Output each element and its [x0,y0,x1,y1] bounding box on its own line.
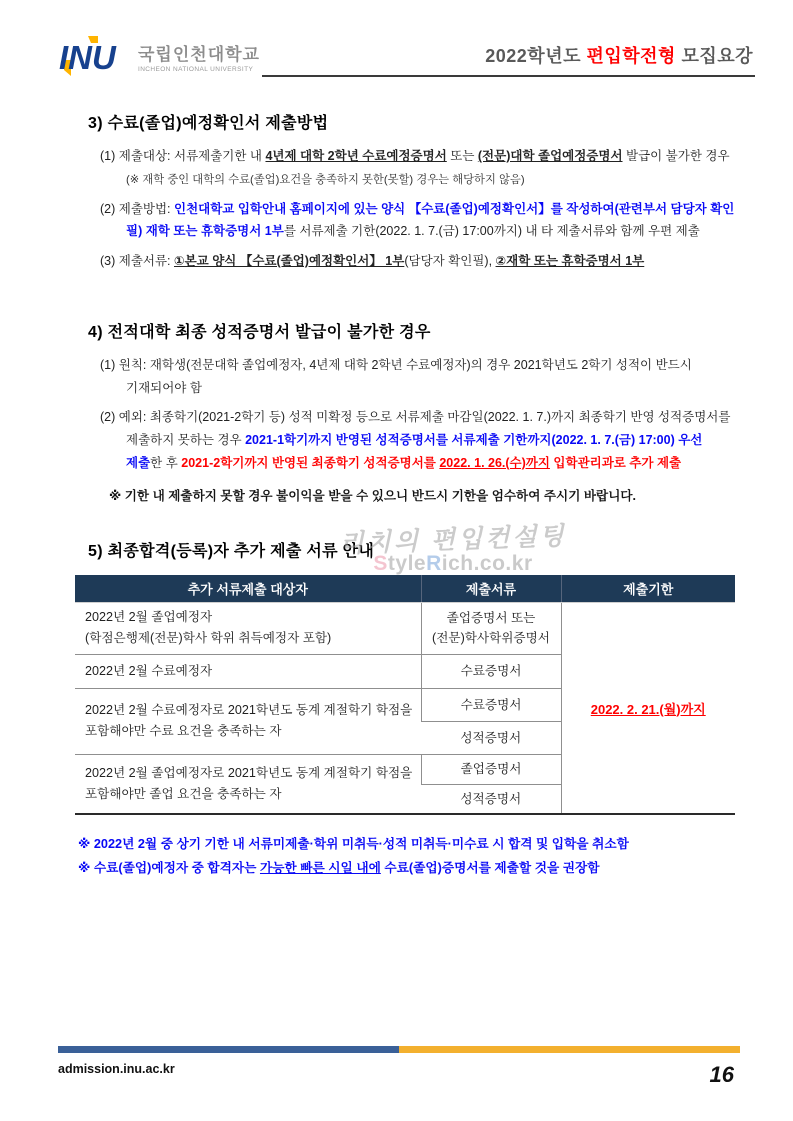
s4-i2-text-2: 한 후 [150,455,182,470]
document-cell: 수료증명서 [421,654,561,688]
s4-item-2 [100,406,735,474]
s4-deadline-warning: ※ 기한 내 제출하지 못할 경우 불이익을 받을 수 있으니 반드시 기한을 엄수하여 주시기 바랍니다. [109,488,637,503]
s3-i3-text: (3) 제출서류: [100,254,174,268]
document-line: (전문)학사학위증명서 [432,631,550,646]
document-cell: 수료증명서 [421,688,561,721]
target-cell: 2022년 2월 졸업예정자로 2021학년도 동계 계절학기 학점을 포함해야만 졸업 요건을 충족하는 자 [75,754,421,814]
col-header-documents: 제출서류 [421,575,561,603]
s3-item-2 [100,198,735,244]
additional-submission-table [75,575,735,816]
university-name [138,40,260,73]
s3-i3-underline-1: ①본교 양식 【수료(졸업)예정확인서】 1부 [174,254,405,268]
s4-i2-red-emphasis-2: 입학관리과로 추가 제출 [549,455,682,470]
col-header-target: 추가 서류제출 대상자 [75,575,421,603]
deadline-date: 2022. 2. 21.(월)까지 [590,701,706,717]
s4-i1-text: (1) 원칙: 재학생(전문대학 졸업예정자, 4년제 대학 2학년 수료예정자)의 경우 2021학년도 2학기 성적이 반드시 기재되어야 함 [100,357,692,395]
table-header-row [75,575,735,603]
footer-bar-blue [58,1046,399,1053]
s3-i2-blue-emphasis: 인천대학교 입학안내 홈페이지에 있는 양식 【수료(졸업)예정확인서】를 작성하여(관련부서 담당자 확인 필) 재학 또는 휴학증명서 1부 [126,201,735,239]
target-line: (학점은행제(전문)학사 학위 취득예정자 포함) [85,631,332,646]
s3-i2-text-2: 를 서류제출 기한(2022. 1. 7.(금) 17:00까지) 내 타 제출서류와 함께 우편 제출 [283,224,700,239]
s4-i2-red-emphasis: 2021-2학기까지 반영된 최종학기 성적증명서를 [181,455,440,470]
section-5 [75,521,735,881]
header-divider [262,75,755,77]
watermark-url-part: tyle [387,551,427,575]
s4-item-1 [100,354,735,400]
section-5-heading: 5) 최종합격(등록)자 추가 제출 서류 안내 [88,542,375,560]
footnote-cancellation: ※ 2022년 2월 중 상기 기한 내 서류미제출·학위 미취득·성적 미취득·미수료 시 합격 및 입학을 취소함 [78,837,629,852]
s4-i2-text: (2) 예외: 최종학기(2021-2학기 등) 성적 미확정 등으로 서류제출 마감일(2022. 1. 7.)까지 최종학기 반영 성적증명서를 제출하지 못하는 경우 [100,410,731,447]
footer-bar-orange [399,1046,740,1053]
document-cell: 성적증명서 [421,721,561,754]
section-4-heading: 4) 전적대학 최종 성적증명서 발급이 불가한 경우 [88,323,431,341]
deadline-cell [561,603,735,815]
title-prefix: 2022학년도 [485,46,587,66]
s3-item-1 [100,145,735,191]
footnote-text: ※ 수료(졸업)예정자 중 합격자는 [78,861,260,876]
document-cell: 졸업증명서 [421,754,561,784]
table-row [75,603,735,655]
page-footer [58,1046,740,1088]
page-number: 16 [709,1062,734,1087]
section-3-heading: 3) 수료(졸업)예정확인서 제출방법 [88,115,329,132]
footer-accent-bar [58,1046,740,1053]
watermark-url-part: ich.co.kr [441,551,533,575]
university-name-ko: 국립인천대학교 [138,44,260,64]
university-name-en: INCHEON NATIONAL UNIVERSITY [138,65,254,73]
s3-i1-underline-2: (전문)대학 졸업예정증명서 [477,149,623,163]
inu-logo [58,34,260,78]
s3-i1-text: (1) 제출대상: 서류제출기한 내 [100,149,266,163]
s3-item-3 [100,250,735,273]
footnote-underline: 가능한 빠른 시일 내에 [259,861,381,876]
watermark-url-part: R [426,551,442,575]
s3-i1-underline-1: 4년제 대학 2학년 수료예정증명서 [265,149,447,163]
s3-i1-small-note: (※ 재학 중인 대학의 수료(졸업)요건을 충족하지 못한(못할) 경우는 해당하지 않음) [126,173,525,186]
footnote-text-2: 수료(졸업)증명서를 제출할 것을 권장함 [380,861,600,876]
title-highlight: 편입학전형 [586,46,676,66]
document-line: 졸업증명서 또는 [446,611,536,626]
footnote-recommendation [78,856,735,880]
footnotes [78,832,735,880]
s3-i2-text: (2) 제출방법: [100,201,174,216]
title-suffix: 모집요강 [675,46,753,66]
target-cell: 2022년 2월 수료예정자 [75,654,421,688]
admission-site-url: admission.inu.ac.kr [58,1062,175,1076]
s4-i2-blue-emphasis: 2021-1학기까지 반영된 성적증명서를 서류제출 기한까지(2022. 1. 7.(금) 17:00) 우선 제출 [126,433,703,470]
target-line: 2022년 2월 졸업예정자 [85,610,213,624]
s3-i1-text-2: 또는 [446,149,478,163]
watermark-script-text: 리치의 편입컨설팅 [339,521,568,558]
document-cell [421,603,561,655]
section-4 [75,319,735,504]
document-title [485,42,753,68]
footer-row [58,1062,740,1088]
s4-i2-red-underline-date: 2022. 1. 26.(수)까지 [439,455,550,470]
section-3 [75,110,735,273]
s3-i1-text-3: 발급이 불가한 경우 [622,149,730,163]
col-header-deadline: 제출기한 [561,575,735,603]
watermark-url-part: S [373,551,388,575]
target-cell: 2022년 2월 수료예정자로 2021학년도 동계 계절학기 학점을 포함해야만 수료 요건을 충족하는 자 [75,688,421,754]
page-content [0,78,793,881]
s3-i3-underline-2: ②재학 또는 휴학증명서 1부 [495,254,645,268]
inu-logo-mark [58,34,130,78]
target-cell [75,603,421,655]
document-cell: 성적증명서 [421,784,561,814]
page-header [0,0,793,78]
s3-i3-text-2: (담당자 확인필), [404,254,496,268]
svg-text:INU: INU [59,39,116,76]
